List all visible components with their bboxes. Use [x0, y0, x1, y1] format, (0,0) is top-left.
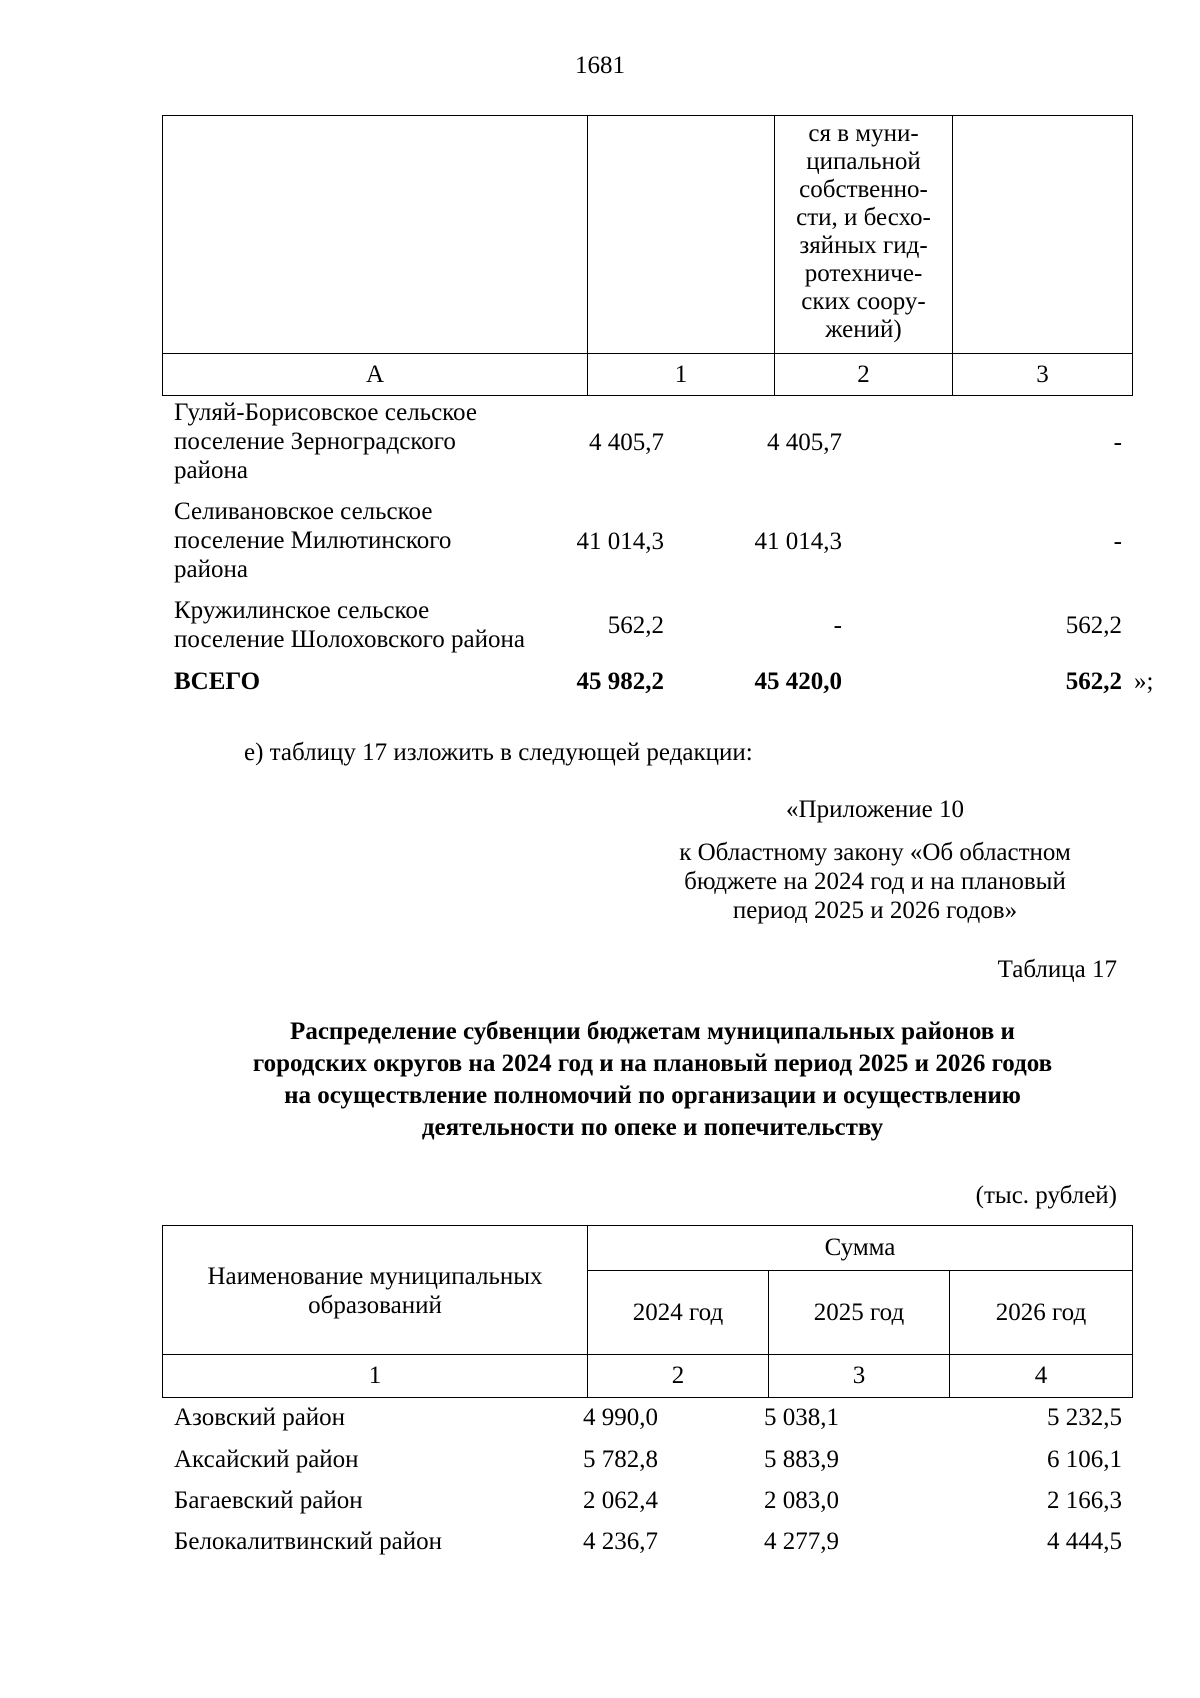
year-header: 2025 год	[769, 1271, 950, 1355]
row-name: Азовский район	[174, 1404, 346, 1431]
value-2026: 6 106,1	[1047, 1446, 1122, 1473]
row-name: Селивановское сельское поселение Милютинского района	[174, 498, 452, 583]
total-row	[162, 667, 1132, 697]
value-2025: 4 277,9	[764, 1528, 839, 1555]
value-col2: 4 405,7	[767, 429, 842, 456]
row-name: Кружилинское сельское поселение Шолоховского района	[174, 597, 525, 653]
column-number: 4	[950, 1355, 1133, 1398]
appendix-reference: к Областному закону «Об областном бюджете на 2024 год и на плановый период 2025 и 2026 годов»	[679, 839, 1071, 924]
value-2026: 2 166,3	[1047, 1487, 1122, 1514]
amendment-paragraph: е) таблицу 17 изложить в следующей редакции:	[244, 739, 753, 766]
column-number: А	[163, 354, 588, 396]
table-row	[162, 1403, 1132, 1433]
table-row	[162, 497, 1132, 587]
closing-quote: »;	[1134, 668, 1154, 695]
column-number: 2	[775, 354, 953, 396]
total-col1: 45 982,2	[576, 668, 664, 695]
value-col2: -	[833, 612, 842, 639]
value-col3: -	[1113, 528, 1122, 555]
header-cell-empty	[588, 116, 775, 354]
row-name: Аксайский район	[174, 1446, 359, 1473]
column-number: 2	[588, 1355, 769, 1398]
value-2025: 5 883,9	[764, 1446, 839, 1473]
header-cell-hydro: ся в муни- ципальной собственно- сти, и бесхо- зяйных гид- ротехниче- ских соору- жений)	[775, 116, 953, 354]
page-number: 1681	[575, 52, 625, 79]
value-2026: 5 232,5	[1047, 1404, 1122, 1431]
row-name: Белокалитвинский район	[174, 1528, 442, 1555]
table-row	[162, 1527, 1132, 1557]
table17-header	[162, 1225, 1133, 1398]
continued-table-header	[162, 115, 1133, 396]
value-2024: 2 062,4	[583, 1487, 658, 1514]
total-col3: 562,2	[1065, 668, 1122, 695]
value-col1: 562,2	[607, 612, 664, 639]
row-name: Багаевский район	[174, 1487, 363, 1514]
table-title: Распределение субвенции бюджетам муниципальных районов и городских округов на 2024 год и на плановый период 2025 и 2026 годов на осуществление полномочий по организации и осуществлению деятельности по опеке и попечительству	[252, 1018, 1053, 1141]
value-col1: 4 405,7	[589, 429, 664, 456]
table-label: Таблица 17	[997, 956, 1117, 983]
column-number: 1	[588, 354, 775, 396]
table-row	[162, 1486, 1132, 1516]
year-header: 2024 год	[588, 1271, 769, 1355]
table-row	[162, 596, 1132, 656]
value-col3: 562,2	[1065, 612, 1122, 639]
total-col2: 45 420,0	[754, 668, 842, 695]
sum-header: Сумма	[588, 1226, 1133, 1271]
column-number: 3	[953, 354, 1133, 396]
value-2025: 5 038,1	[764, 1404, 839, 1431]
row-name: Гуляй-Борисовское сельское поселение Зерноградского района	[174, 399, 477, 484]
value-col2: 41 014,3	[754, 528, 842, 555]
units-label: (тыс. рублей)	[975, 1182, 1117, 1209]
total-label: ВСЕГО	[174, 668, 261, 695]
value-2024: 4 990,0	[583, 1404, 658, 1431]
column-number: 3	[769, 1355, 950, 1398]
value-2025: 2 083,0	[764, 1487, 839, 1514]
year-header: 2026 год	[950, 1271, 1133, 1355]
table-row	[162, 398, 1132, 488]
value-2024: 5 782,8	[583, 1446, 658, 1473]
value-col1: 41 014,3	[576, 528, 664, 555]
column-number: 1	[163, 1355, 588, 1398]
name-header: Наименование муниципальных образований	[163, 1226, 588, 1355]
table-row	[162, 1445, 1132, 1475]
value-2026: 4 444,5	[1047, 1528, 1122, 1555]
value-col3: -	[1113, 429, 1122, 456]
header-cell-empty	[163, 116, 588, 354]
appendix-title: «Приложение 10	[786, 796, 964, 823]
header-cell-empty	[953, 116, 1133, 354]
value-2024: 4 236,7	[583, 1528, 658, 1555]
